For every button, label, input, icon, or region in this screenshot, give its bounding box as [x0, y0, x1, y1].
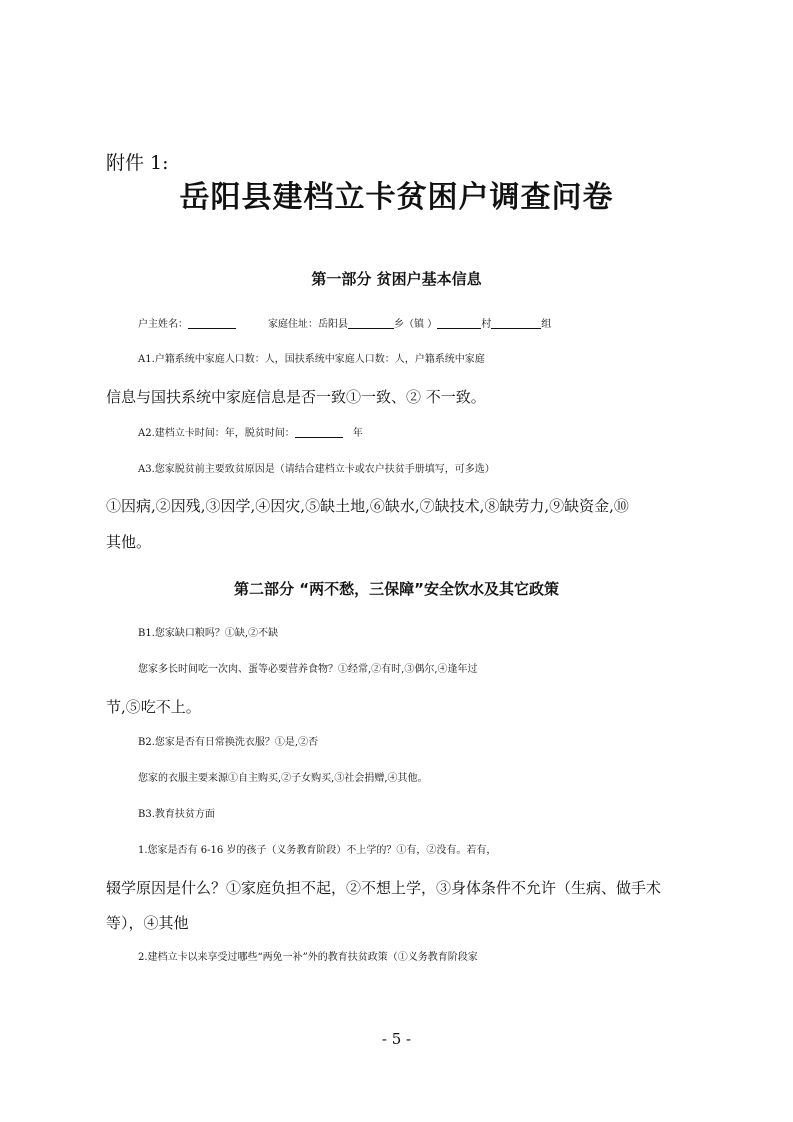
b2-line1: B2.您家是否有日常换洗衣服？①是,②否 — [138, 737, 319, 748]
zu-blank — [491, 314, 541, 329]
b1-line2: 您家多长时间吃一次肉、蛋等必要营养食物？①经常,②有时,③偶尔,④逢年过 — [138, 664, 478, 675]
owner-name-blank — [188, 314, 236, 329]
address-zu: 组 — [541, 319, 552, 330]
b3-line1: B3.教育扶贫方面 — [138, 809, 215, 820]
a2-text: A2.建档立卡时间：年，脱贫时间： — [138, 428, 295, 439]
a3-line3: 其他。 — [106, 533, 152, 551]
address-xiang: 乡（镇 ） — [394, 319, 438, 330]
a3-line1: A3.您家脱贫前主要致贫原因是（请结合建档立卡或农户扶贫手册填写，可多选） — [138, 464, 495, 475]
b3-q1-line1: 1.您家是否有 6-16 岁的孩子（义务教育阶段）不上学的？①有，②没有。若有， — [138, 845, 497, 856]
b2-line2: 您家的衣服主要来源①自主购买,②子女购买,③社会捐赠,④其他。 — [138, 773, 428, 784]
a2-year-unit: 年 — [352, 428, 363, 439]
b1-line3: 节,⑤吃不上。 — [106, 698, 201, 716]
a1-line2: 信息与国扶系统中家庭信息是否一致①一致、② 不一致。 — [106, 388, 486, 406]
a3-line2: ①因病,②因残,③因学,④因灾,⑤缺土地,⑥缺水,⑦缺技术,⑧缺劳力,⑨缺资金,⑩ — [106, 497, 629, 515]
a2-line — [106, 423, 728, 439]
b3-q1-line2: 辍学原因是什么？①家庭负担不起，②不想上学，③身体条件不允许（生病、做手术 — [106, 879, 662, 897]
owner-address-line — [106, 314, 728, 330]
a2-year-blank — [295, 423, 343, 438]
a1-line1: A1.户籍系统中家庭人口数：人，国扶系统中家庭人口数：人，户籍系统中家庭 — [138, 354, 485, 365]
address-cun: 村 — [481, 319, 492, 330]
part2-heading: 第二部分 “两不愁，三保障”安全饮水及其它政策 — [234, 580, 559, 598]
cun-blank — [437, 314, 481, 329]
page-number: - 5 - — [381, 1030, 412, 1048]
document-title: 岳阳县建档立卡贫困户调查问卷 — [179, 180, 614, 215]
b3-q2-line1: 2.建档立卡以来享受过哪些“两免一补”外的教育扶贫政策（①义务教育阶段家 — [138, 952, 478, 963]
b3-q1-line3: 等），④其他 — [106, 914, 189, 932]
address-label: 家庭住址：岳阳县 — [268, 319, 348, 330]
b1-line1: B1.您家缺口粮吗？①缺,②不缺 — [138, 628, 279, 639]
xiang-blank — [348, 314, 394, 329]
part1-heading: 第一部分 贫困户基本信息 — [311, 270, 482, 288]
attachment-label: 附件 1: — [106, 152, 169, 174]
owner-label: 户主姓名： — [138, 319, 188, 330]
